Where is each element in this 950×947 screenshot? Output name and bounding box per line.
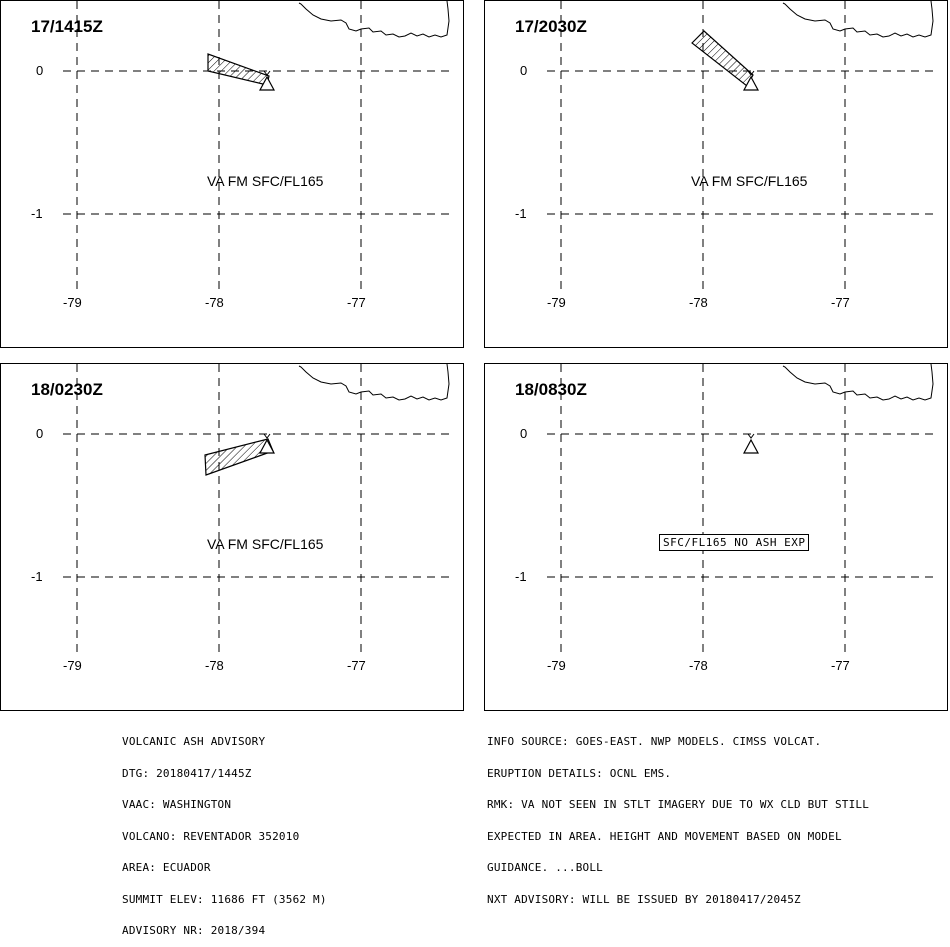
forecast-panel — [484, 0, 948, 348]
advisory-header-block — [122, 716, 327, 947]
longitude-label: -79 — [63, 295, 82, 310]
coastline — [783, 364, 933, 400]
longitude-label: -78 — [205, 658, 224, 673]
volcanic-ash-level-label: VA FM SFC/FL165 — [691, 173, 808, 189]
ash-plume-polygon — [208, 54, 269, 85]
panel-time-title: 18/0230Z — [31, 380, 103, 399]
latitude-label: 0 — [36, 426, 44, 441]
advisory-line: VAAC: WASHINGTON — [122, 798, 232, 811]
coastline — [783, 1, 933, 37]
longitude-label: -79 — [63, 658, 82, 673]
forecast-panel — [0, 0, 464, 348]
forecast-panel — [484, 363, 948, 711]
latitude-label: -1 — [31, 569, 43, 584]
info-line: RMK: VA NOT SEEN IN STLT IMAGERY DUE TO WX CLD BUT STILL — [487, 798, 870, 811]
latitude-label: 0 — [520, 63, 528, 78]
longitude-label: -79 — [547, 295, 566, 310]
longitude-label: -77 — [831, 658, 850, 673]
latitude-label: -1 — [515, 569, 527, 584]
info-line: GUIDANCE. ...BOLL — [487, 861, 603, 874]
latitude-label: 0 — [36, 63, 44, 78]
info-line: INFO SOURCE: GOES-EAST. NWP MODELS. CIMSS VOLCAT. — [487, 735, 822, 748]
panel-time-title: 17/1415Z — [31, 17, 103, 36]
longitude-label: -78 — [689, 658, 708, 673]
latitude-label: 0 — [520, 426, 528, 441]
longitude-label: -77 — [831, 295, 850, 310]
advisory-line: VOLCANO: REVENTADOR 352010 — [122, 829, 300, 843]
advisory-info-block — [487, 716, 869, 916]
advisory-line: VOLCANIC ASH ADVISORY — [122, 735, 266, 748]
ash-plume-polygon — [692, 31, 753, 86]
longitude-label: -78 — [205, 295, 224, 310]
advisory-line: SUMMIT ELEV: 11686 FT (3562 M) — [122, 892, 327, 906]
panel-time-title: 18/0830Z — [515, 380, 587, 399]
forecast-panel — [0, 363, 464, 711]
panel-time-title: 17/2030Z — [515, 17, 587, 36]
advisory-line: AREA: ECUADOR — [122, 861, 211, 874]
volcanic-ash-level-label: VA FM SFC/FL165 — [207, 536, 324, 552]
longitude-label: -77 — [347, 295, 366, 310]
info-line: NXT ADVISORY: WILL BE ISSUED BY 20180417/2045Z — [487, 892, 801, 906]
coastline — [299, 364, 449, 400]
longitude-label: -77 — [347, 658, 366, 673]
longitude-label: -78 — [689, 295, 708, 310]
info-line: EXPECTED IN AREA. HEIGHT AND MOVEMENT BASED ON MODEL — [487, 829, 842, 843]
advisory-line: DTG: 20180417/1445Z — [122, 766, 252, 780]
latitude-label: -1 — [31, 206, 43, 221]
longitude-label: -79 — [547, 658, 566, 673]
coastline — [299, 1, 449, 37]
latitude-label: -1 — [515, 206, 527, 221]
volcano-icon — [744, 434, 758, 453]
advisory-line: ADVISORY NR: 2018/394 — [122, 924, 266, 937]
ash-plume-polygon — [205, 439, 273, 475]
no-ash-expected-label: SFC/FL165 NO ASH EXP — [659, 534, 809, 551]
volcanic-ash-level-label: VA FM SFC/FL165 — [207, 173, 324, 189]
info-line: ERUPTION DETAILS: OCNL EMS. — [487, 766, 672, 780]
